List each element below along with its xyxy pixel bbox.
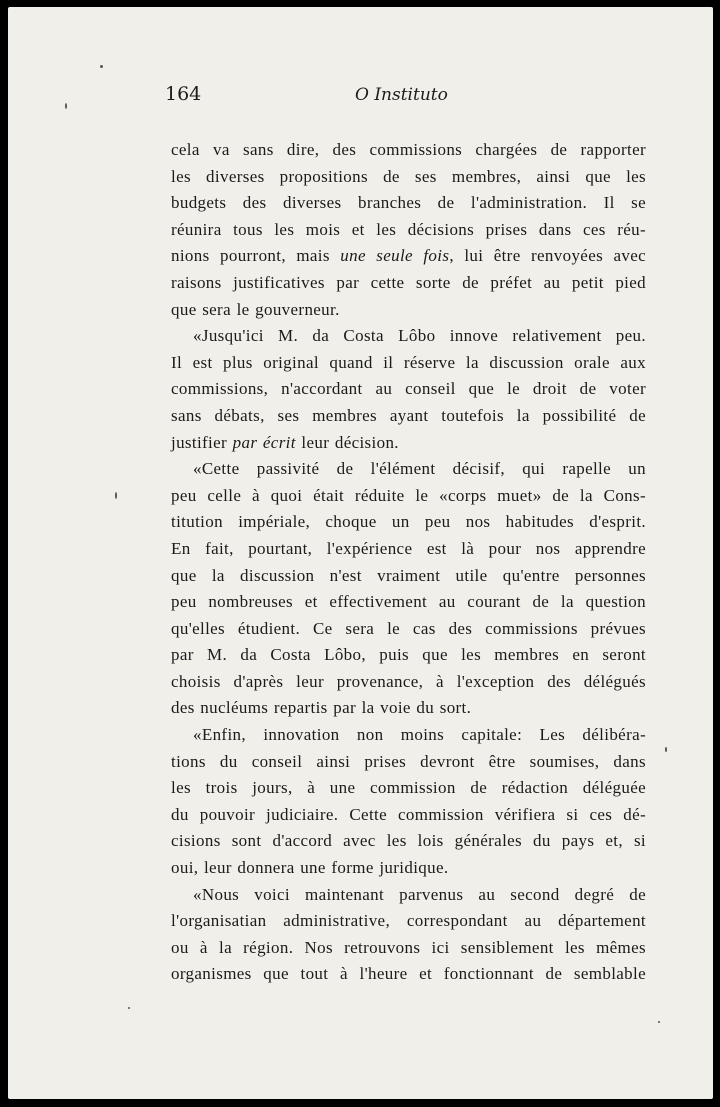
text-line: l'organisatian administrative, correspondant au département <box>171 911 646 931</box>
paper-speck <box>665 747 667 752</box>
text-line: «Jusqu'ici M. da Costa Lôbo innove relativement peu. <box>193 326 646 346</box>
text-line: du pouvoir judiciaire. Cette commission vérifiera si ces dé- <box>171 804 646 824</box>
text-line: «Cette passivité de l'élément décisif, qui rapelle un <box>193 459 646 479</box>
paper-speck <box>100 65 103 68</box>
paper-speck <box>658 1021 660 1023</box>
book-page <box>8 7 713 1099</box>
paper-speck <box>115 492 117 499</box>
text-line: peu celle à quoi était réduite le «corps muet» de la Cons- <box>171 485 646 505</box>
text-line: raisons justificatives par cette sorte de préfet au petit pied <box>171 272 646 292</box>
text-line: que sera le gouverneur. <box>171 299 340 319</box>
text-line: par M. da Costa Lôbo, puis que les membres en seront <box>171 645 646 665</box>
text-line: les trois jours, à une commission de rédaction déléguée <box>171 778 646 798</box>
text-line: peu nombreuses et effectivement au courant de la question <box>171 592 646 612</box>
text-line: Il est plus original quand il réserve la discussion orale aux <box>171 352 646 372</box>
text-line: budgets des diverses branches de l'administration. Il se <box>171 193 646 213</box>
text-line: tions du conseil ainsi prises devront être soumises, dans <box>171 751 646 771</box>
text-line: réunira tous les mois et les décisions prises dans ces réu- <box>171 219 646 239</box>
text-line: les diverses propositions de ses membres, ainsi que les <box>171 166 646 186</box>
text-line: cisions sont d'accord avec les lois générales du pays et, si <box>171 831 646 851</box>
text-line: «Nous voici maintenant parvenus au second degré de <box>193 884 646 904</box>
text-line: En fait, pourtant, l'expérience est là pour nos apprendre <box>171 538 646 558</box>
text-line: choisis d'après leur provenance, à l'exception des délégués <box>171 671 646 691</box>
text-line: organismes que tout à l'heure et fonctionnant de semblable <box>171 964 646 984</box>
text-line: «Enfin, innovation non moins capitale: Les délibéra- <box>193 725 646 745</box>
running-title: O Instituto <box>355 85 448 105</box>
text-line: cela va sans dire, des commissions chargées de rapporter <box>171 140 646 159</box>
text-line: oui, leur donnera une forme juridique. <box>171 858 449 878</box>
paper-speck <box>65 103 67 109</box>
paper-speck <box>128 1007 130 1009</box>
text-line: titution impériale, choque un peu nos habitudes d'esprit. <box>171 512 646 532</box>
text-line: nions pourront, mais une seule fois, lui être renvoyées avec <box>171 246 646 266</box>
italic-phrase: par écrit <box>232 432 296 452</box>
text-line: qu'elles étudient. Ce sera le cas des commissions prévues <box>171 618 646 638</box>
text-line: ou à la région. Nos retrouvons ici sensiblement les mêmes <box>171 937 646 957</box>
text-line: commissions, n'accordant au conseil que le droit de voter <box>171 379 646 399</box>
body-text <box>171 137 646 988</box>
page-header <box>165 83 645 113</box>
text-line: des nucléums repartis par la voie du sort. <box>171 698 472 718</box>
text-line: sans débats, ses membres ayant toutefois la possibilité de <box>171 405 646 425</box>
text-line: que la discussion n'est vraiment utile qu'entre personnes <box>171 565 646 585</box>
page-number: 164 <box>165 83 202 105</box>
italic-phrase: une seule fois <box>340 246 450 266</box>
text-line: justifier par écrit leur décision. <box>171 432 399 452</box>
